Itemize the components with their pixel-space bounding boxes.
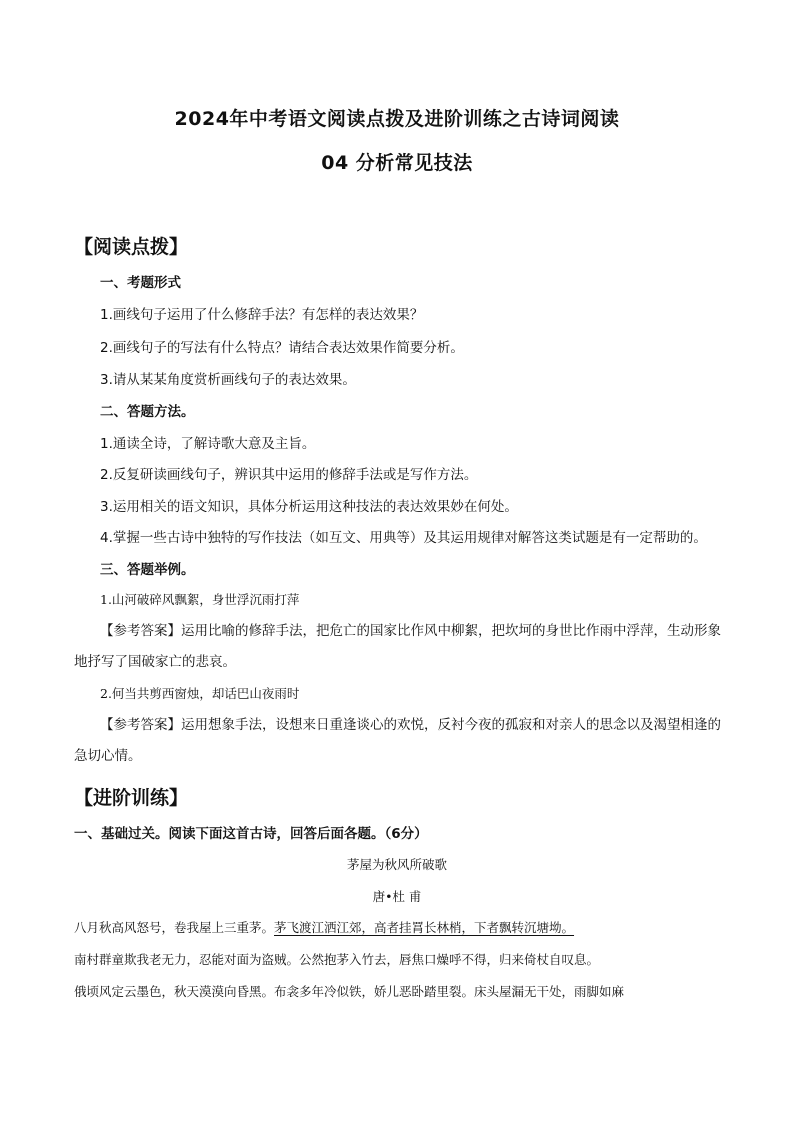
reference-answer: 【参考答案】运用比喻的修辞手法，把危亡的国家比作风中柳絮，把坎坷的身世比作雨中浮萍，生动形象地抒写了国破家亡的悲哀。 (74, 623, 721, 670)
section-heading-reading-guide: 【阅读点拨】 (74, 236, 189, 258)
section-heading-advanced-training: 【进阶训练】 (74, 787, 189, 809)
example-verse: 1.山河破碎风飘絮，身世浮沉雨打萍 (100, 592, 300, 607)
poem-text: 八月秋高风怒号，卷我屋上三重茅。 (74, 920, 275, 935)
poem-line (74, 918, 574, 936)
document-subtitle: 04 分析常见技法 (321, 152, 473, 174)
poem-author: 唐•杜 甫 (372, 889, 422, 904)
subsection-title-answer-methods: 二、答题方法。 (100, 404, 195, 420)
question-prompt: 一、基础过关。阅读下面这首古诗，回答后面各题。（6分） (74, 826, 428, 842)
subsection-title-question-forms: 一、考题形式 (100, 275, 181, 291)
poem-title: 茅屋为秋风所破歌 (346, 857, 447, 872)
example-verse: 2.何当共剪西窗烛，却话巴山夜雨时 (100, 686, 300, 701)
reference-answer: 【参考答案】运用想象手法，设想来日重逢谈心的欢悦，反衬今夜的孤寂和对亲人的思念以及渴望相逢的急切心情。 (74, 717, 721, 764)
list-item: 2.画线句子的写法有什么特点？请结合表达效果作简要分析。 (100, 340, 464, 356)
document-title: 2024年中考语文阅读点拨及进阶训练之古诗词阅读 (174, 108, 620, 130)
list-item: 1.画线句子运用了什么修辞手法？有怎样的表达效果？ (100, 307, 424, 323)
list-item: 4.掌握一些古诗中独特的写作技法（如互文、用典等）及其运用规律对解答这类试题是有一定帮助的。 (100, 530, 707, 546)
subsection-title-answer-examples: 三、答题举例。 (100, 562, 195, 578)
list-item: 3.运用相关的语文知识，具体分析运用这种技法的表达效果妙在何处。 (100, 499, 518, 515)
list-item: 2.反复研读画线句子，辨识其中运用的修辞手法或是写作方法。 (100, 467, 478, 483)
list-item: 1.通读全诗，了解诗歌大意及主旨。 (100, 436, 316, 452)
underlined-poem-text: 茅飞渡江洒江郊，高者挂罥长林梢，下者飘转沉塘坳。 (274, 920, 575, 935)
list-item: 3.请从某某角度赏析画线句子的表达效果。 (100, 372, 356, 388)
poem-line: 俄顷风定云墨色，秋天漠漠向昏黑。布衾多年冷似铁，娇儿恶卧踏里裂。床头屋漏无干处，雨脚如麻 (74, 984, 625, 999)
poem-line: 南村群童欺我老无力，忍能对面为盗贼。公然抱茅入竹去，唇焦口燥呼不得，归来倚杖自叹息。 (74, 952, 600, 967)
